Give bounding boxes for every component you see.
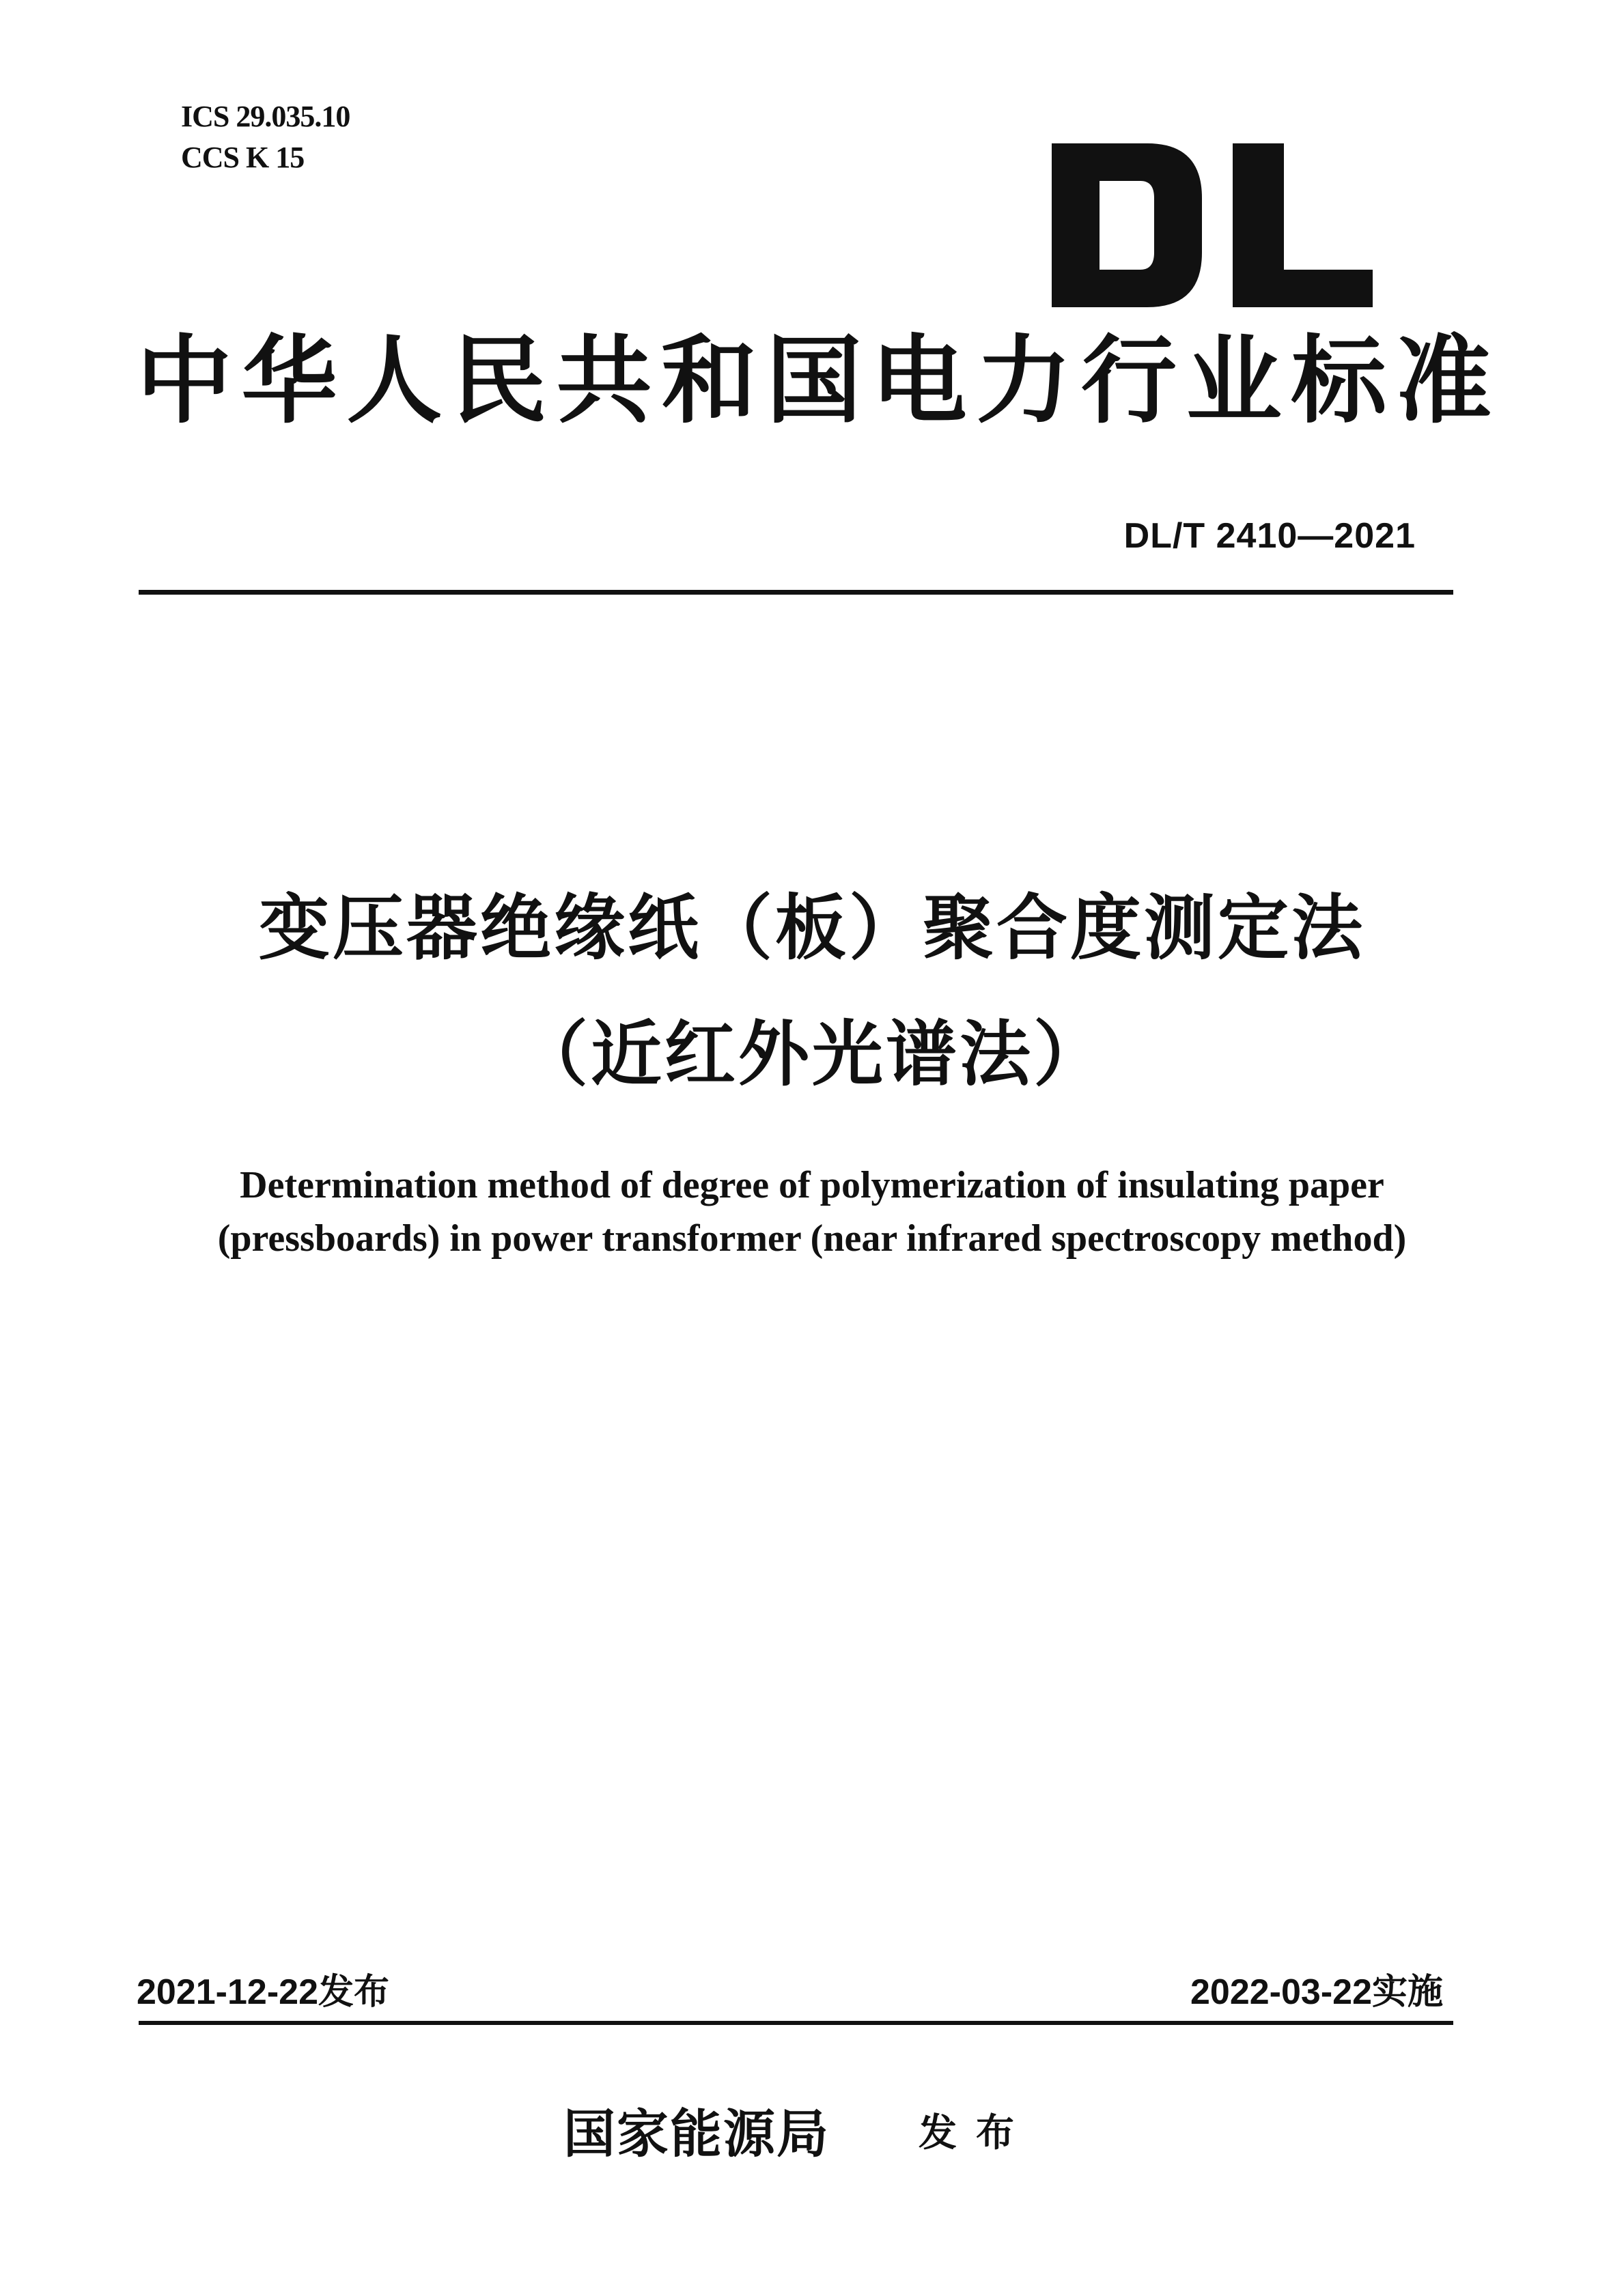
- issuing-authority: 国家能源局: [563, 2106, 830, 2164]
- ics-code: ICS 29.035.10: [181, 100, 350, 133]
- title-cn-line2: （近红外光谱法）: [516, 1015, 1107, 1094]
- implementation-date: 2022-03-22实施: [1190, 1972, 1443, 2012]
- title-en-line2: (pressboards) in power transformer (near infrared spectroscopy method): [217, 1217, 1407, 1260]
- issue-date: 2021-12-22发布: [137, 1972, 389, 2012]
- top-divider: [139, 590, 1453, 595]
- issue-label: 发布: [919, 2112, 1033, 2155]
- title-cn-line1: 变压器绝缘纸（板）聚合度测定法: [258, 889, 1365, 968]
- national-standard-title: 中华人民共和国电力行业标准: [137, 329, 1496, 435]
- title-en-line1: Determination method of degree of polymerization of insulating paper: [240, 1164, 1384, 1206]
- bottom-divider: [139, 2021, 1453, 2025]
- ccs-code: CCS K 15: [181, 141, 305, 174]
- standard-number: DL/T 2410—2021: [1123, 516, 1416, 556]
- dl-logo: [1052, 143, 1373, 307]
